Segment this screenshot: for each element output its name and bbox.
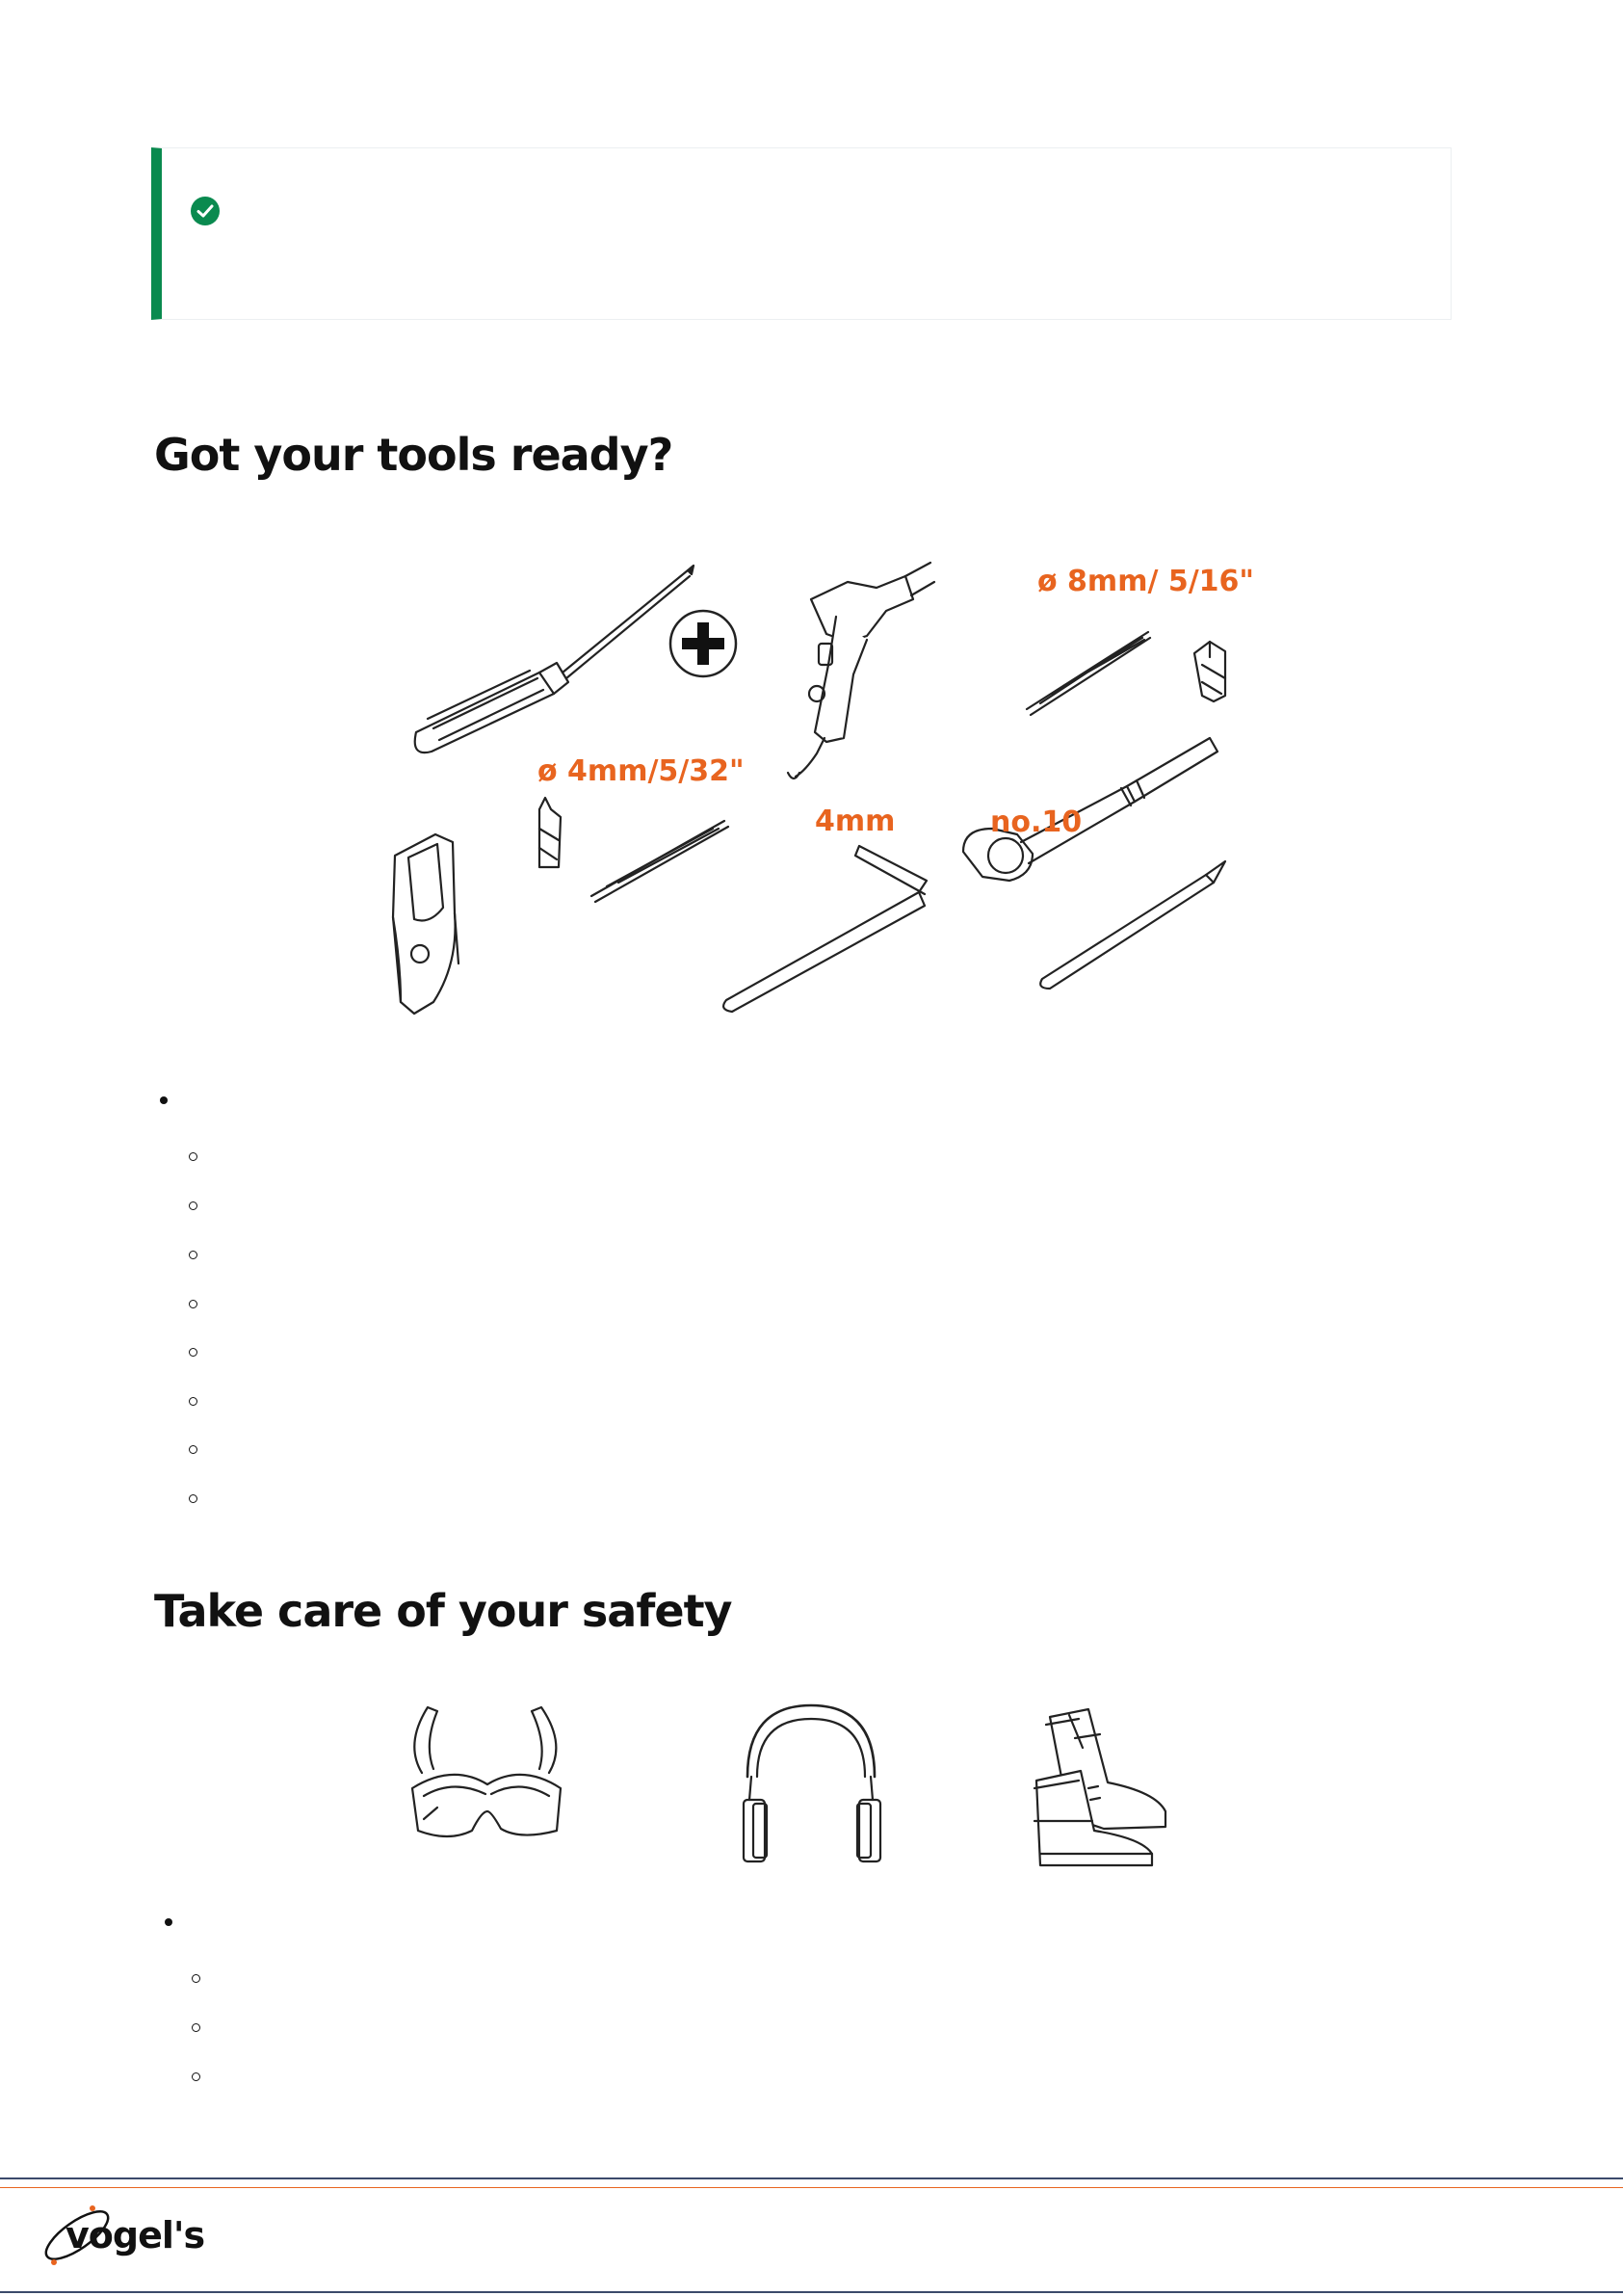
safety-goggles-icon <box>412 1707 561 1836</box>
tools-sub-bullet <box>189 1201 197 1210</box>
notice-box <box>151 147 1452 320</box>
hex-key-icon <box>723 846 927 1012</box>
tools-sub-bullet <box>189 1152 197 1161</box>
tools-sub-bullet <box>189 1494 197 1503</box>
tools-list-bullet <box>160 1096 168 1104</box>
label-bit-4mm: ø 4mm/5/32" <box>537 754 745 788</box>
safety-sub-bullet <box>192 2023 200 2032</box>
tools-sub-bullet <box>189 1300 197 1308</box>
safety-list-bullet <box>165 1918 172 1926</box>
safety-heading: Take care of your safety <box>154 1585 732 1637</box>
masonry-bit-icon-8mm <box>1027 632 1225 715</box>
wood-bit-icon <box>539 798 728 902</box>
footer-accent-rule <box>0 2187 1623 2188</box>
footer-bottom-rule <box>0 2291 1623 2293</box>
safety-sub-bullet <box>192 1974 200 1983</box>
tools-sub-bullet <box>189 1348 197 1357</box>
tools-illustration <box>366 549 1271 1041</box>
stud-finder-icon <box>393 834 458 1014</box>
phillips-head-icon <box>670 611 736 676</box>
label-socket: no.10 <box>990 805 1083 839</box>
footer-rule <box>0 2177 1623 2179</box>
label-hex-key: 4mm <box>815 805 896 838</box>
tools-sub-bullet <box>189 1251 197 1259</box>
tools-heading: Got your tools ready? <box>154 429 673 481</box>
safety-boots-icon <box>1034 1709 1165 1865</box>
tools-sub-bullet <box>189 1397 197 1406</box>
brand-wordmark: vogel's <box>65 2214 205 2256</box>
ear-protection-icon <box>744 1705 880 1861</box>
check-circle-icon <box>191 197 220 225</box>
screwdriver-icon <box>415 566 694 752</box>
tools-sub-bullet <box>189 1445 197 1454</box>
safety-sub-bullet <box>192 2072 200 2081</box>
pencil-icon <box>1040 861 1225 989</box>
label-bit-8mm: ø 8mm/ 5/16" <box>1037 565 1255 598</box>
power-drill-icon <box>788 563 934 779</box>
safety-illustration <box>395 1696 1214 1869</box>
